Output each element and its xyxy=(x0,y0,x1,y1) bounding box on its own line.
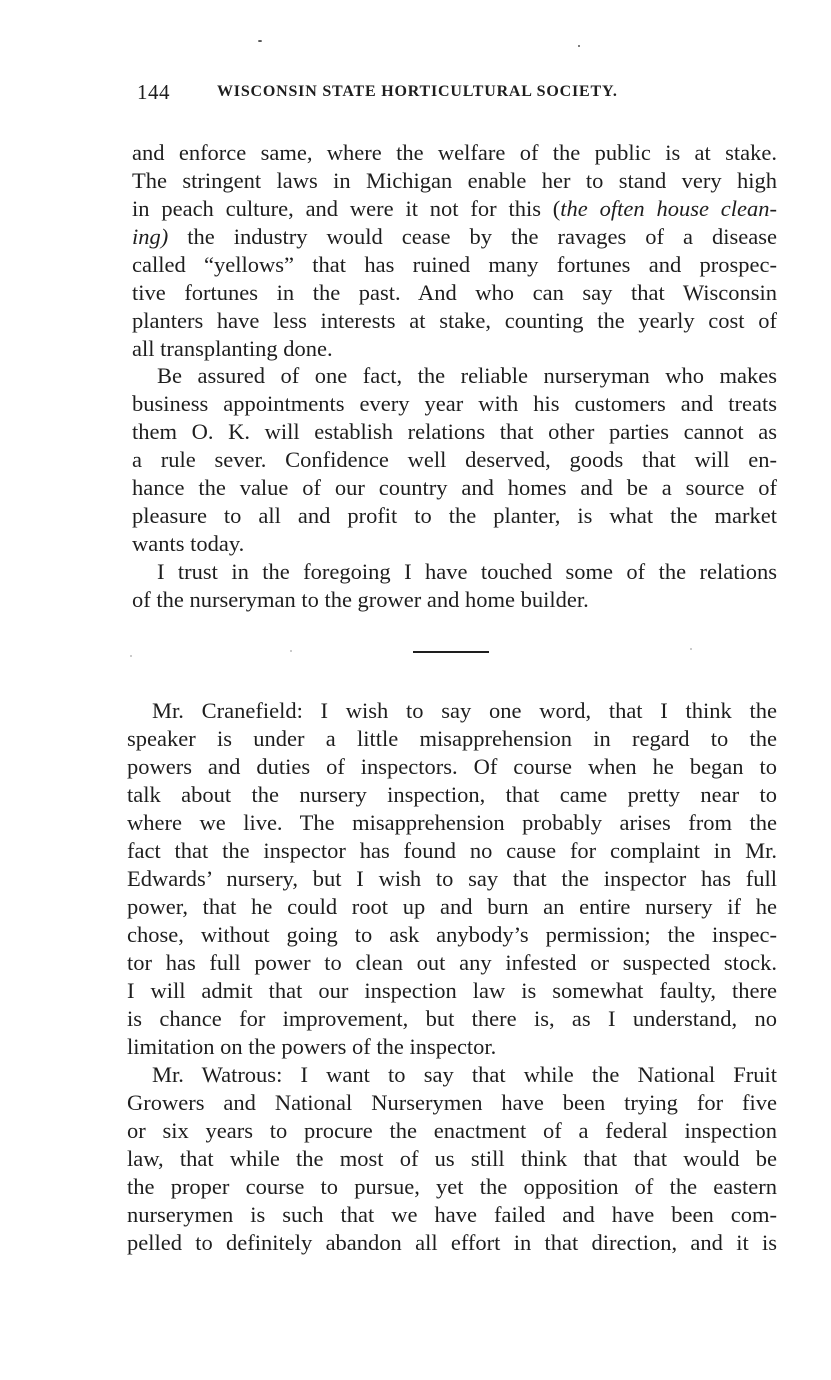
text-line: business appointments every year with his customers and treats xyxy=(132,391,777,416)
page-number: 144 xyxy=(137,80,170,104)
text-line: wants today. xyxy=(132,531,245,556)
text-line: all transplanting done. xyxy=(132,336,333,361)
text-line: tive fortunes in the past. And who can say that Wisconsin xyxy=(132,280,777,305)
text-line: hance the value of our country and homes and be a source of xyxy=(132,475,777,500)
text-line: of the nurseryman to the grower and home builder. xyxy=(132,587,589,612)
text-line: a rule sever. Confidence well deserved, goods that will en- xyxy=(132,447,777,472)
text-line: Mr. Watrous: I want to say that while the National Fruit xyxy=(152,1062,777,1087)
section-divider xyxy=(413,651,489,653)
text-line: limitation on the powers of the inspector. xyxy=(127,1034,497,1059)
text-line: or six years to procure the enactment of a federal inspection xyxy=(127,1118,777,1143)
italic-text: ing) xyxy=(132,224,169,249)
text-line: is chance for improvement, but there is, as I understand, no xyxy=(127,1006,777,1031)
scan-speck xyxy=(690,648,692,650)
scan-speck xyxy=(130,655,132,657)
text-line: law, that while the most of us still think that that would be xyxy=(127,1146,777,1171)
text-line: power, that he could root up and burn an entire nursery if he xyxy=(127,894,777,919)
text-line: where we live. The misapprehension probably arises from the xyxy=(127,810,777,835)
text-line: planters have less interests at stake, counting the yearly cost of xyxy=(132,308,777,333)
text-line: powers and duties of inspectors. Of course when he began to xyxy=(127,754,777,779)
text-line: and enforce same, where the welfare of the public is at stake. xyxy=(132,140,777,165)
scan-speck xyxy=(290,650,292,652)
text-line: fact that the inspector has found no cause for complaint in Mr. xyxy=(127,838,777,863)
text-line xyxy=(132,223,777,250)
text-line: pelled to definitely abandon all effort in that direction, and it is xyxy=(127,1230,777,1255)
text-line: the proper course to pursue, yet the opposition of the eastern xyxy=(127,1174,777,1199)
scan-speck xyxy=(258,40,262,42)
text-segment: the industry would cease by the ravages of a disease xyxy=(168,224,777,249)
text-line: Be assured of one fact, the reliable nurseryman who makes xyxy=(157,363,777,388)
scan-speck xyxy=(578,45,580,47)
text-line: I trust in the foregoing I have touched some of the relations xyxy=(157,559,777,584)
text-segment: in peach culture, and were it not for this ( xyxy=(132,196,561,221)
running-title: WISCONSIN STATE HORTICULTURAL SOCIETY. xyxy=(217,83,618,100)
text-line: Edwards’ nursery, but I wish to say that the inspector has full xyxy=(127,866,777,891)
text-line: chose, without going to ask anybody’s permission; the inspec- xyxy=(127,922,777,947)
text-line: speaker is under a little misapprehension in regard to the xyxy=(127,726,777,751)
text-line: pleasure to all and profit to the planter, is what the market xyxy=(132,503,777,528)
text-line: them O. K. will establish relations that other parties cannot as xyxy=(132,419,777,444)
text-line: tor has full power to clean out any infested or suspected stock. xyxy=(127,950,777,975)
text-line: called “yellows” that has ruined many fortunes and prospec- xyxy=(132,252,777,277)
text-line: The stringent laws in Michigan enable her to stand very high xyxy=(132,168,777,193)
page-header xyxy=(137,80,777,110)
text-line xyxy=(132,195,777,222)
text-line: talk about the nursery inspection, that came pretty near to xyxy=(127,782,777,807)
italic-text: the often house clean- xyxy=(560,196,777,221)
text-line: Mr. Cranefield: I wish to say one word, that I think the xyxy=(152,698,777,723)
text-line: nurserymen is such that we have failed and have been com- xyxy=(127,1202,777,1227)
text-line: I will admit that our inspection law is somewhat faulty, there xyxy=(127,978,777,1003)
text-line: Growers and National Nurserymen have been trying for five xyxy=(127,1090,777,1115)
